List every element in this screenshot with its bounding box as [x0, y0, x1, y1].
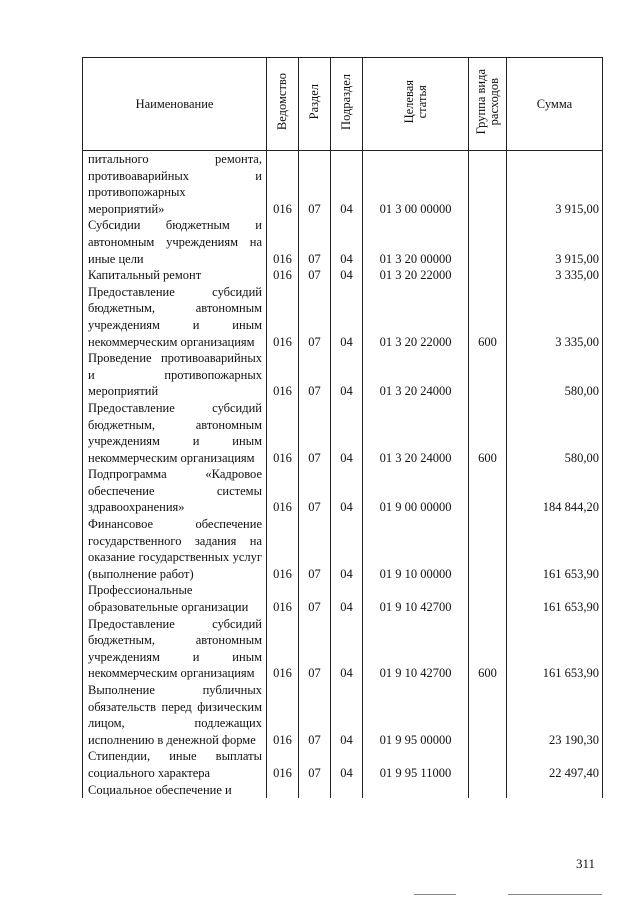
- header-celevaya-statya: Целевая статья: [363, 58, 469, 151]
- row-celevaya-statya: 01 9 10 42700: [363, 616, 469, 682]
- row-gruppa: [469, 151, 507, 218]
- table-row: [83, 350, 603, 400]
- row-razdel: 07: [299, 582, 331, 615]
- row-podrazdel: [331, 782, 363, 799]
- row-celevaya-statya: 01 9 10 42700: [363, 582, 469, 615]
- row-gruppa: 600: [469, 400, 507, 466]
- row-celevaya-statya: 01 3 20 00000: [363, 217, 469, 267]
- row-vedomstvo: 016: [267, 400, 299, 466]
- table-row: [83, 582, 603, 615]
- row-name: Предоставление субсидий бюджетным, автономным учреждениям и иным некоммерческим организациям: [83, 616, 267, 682]
- row-celevaya-statya: 01 3 20 22000: [363, 284, 469, 350]
- row-razdel: 07: [299, 516, 331, 582]
- row-podrazdel: 04: [331, 748, 363, 781]
- row-name: Проведение противоаварийных и противопожарных мероприятий: [83, 350, 267, 400]
- row-vedomstvo: [267, 782, 299, 799]
- row-razdel: 07: [299, 748, 331, 781]
- row-razdel: 07: [299, 151, 331, 218]
- row-gruppa: [469, 516, 507, 582]
- header-name: Наименование: [83, 58, 267, 151]
- row-celevaya-statya: 01 9 95 11000: [363, 748, 469, 781]
- row-vedomstvo: 016: [267, 284, 299, 350]
- row-razdel: 07: [299, 350, 331, 400]
- budget-table: [82, 57, 603, 798]
- row-podrazdel: 04: [331, 267, 363, 284]
- row-vedomstvo: 016: [267, 466, 299, 516]
- row-name: Подпрограмма «Кадровое обеспечение системы здравоохранения»: [83, 466, 267, 516]
- row-summa: 3 915,00: [507, 151, 603, 218]
- footer-rule: [414, 894, 456, 895]
- row-name: Профессиональные образовательные организации: [83, 582, 267, 615]
- row-podrazdel: 04: [331, 682, 363, 748]
- row-gruppa: [469, 267, 507, 284]
- row-vedomstvo: 016: [267, 217, 299, 267]
- row-podrazdel: 04: [331, 350, 363, 400]
- header-summa: Сумма: [507, 58, 603, 151]
- row-vedomstvo: 016: [267, 516, 299, 582]
- table-row: [83, 284, 603, 350]
- row-summa: 580,00: [507, 400, 603, 466]
- row-summa: 161 653,90: [507, 582, 603, 615]
- row-vedomstvo: 016: [267, 151, 299, 218]
- row-summa: 3 335,00: [507, 267, 603, 284]
- row-podrazdel: 04: [331, 466, 363, 516]
- row-podrazdel: 04: [331, 217, 363, 267]
- row-name: Капитальный ремонт: [83, 267, 267, 284]
- row-celevaya-statya: 01 9 95 00000: [363, 682, 469, 748]
- row-name: питального ремонта, противоаварийных и противопожарных мероприятий»: [83, 151, 267, 218]
- row-summa: 23 190,30: [507, 682, 603, 748]
- row-gruppa: [469, 217, 507, 267]
- row-gruppa: [469, 582, 507, 615]
- table-header: [83, 58, 603, 151]
- row-gruppa: [469, 748, 507, 781]
- row-celevaya-statya: 01 9 10 00000: [363, 516, 469, 582]
- row-summa: 3 915,00: [507, 217, 603, 267]
- table-row: [83, 616, 603, 682]
- row-name: Финансовое обеспечение государственного задания на оказание государственных услуг (выполнение работ): [83, 516, 267, 582]
- row-podrazdel: 04: [331, 151, 363, 218]
- row-summa: 161 653,90: [507, 616, 603, 682]
- row-razdel: 07: [299, 682, 331, 748]
- table-row: [83, 217, 603, 267]
- table-row: [83, 748, 603, 781]
- row-celevaya-statya: 01 9 00 00000: [363, 466, 469, 516]
- row-celevaya-statya: 01 3 00 00000: [363, 151, 469, 218]
- row-vedomstvo: 016: [267, 350, 299, 400]
- table-row: [83, 400, 603, 466]
- table-body: [83, 151, 603, 799]
- row-razdel: [299, 782, 331, 799]
- table-row: [83, 782, 603, 799]
- row-summa: 184 844,20: [507, 466, 603, 516]
- table-row: [83, 151, 603, 218]
- row-podrazdel: 04: [331, 616, 363, 682]
- row-podrazdel: 04: [331, 582, 363, 615]
- row-name: Предоставление субсидий бюджетным, автономным учреждениям и иным некоммерческим организациям: [83, 400, 267, 466]
- row-name: Выполнение публичных обязательств перед физическим лицом, подлежащих исполнению в денежной форме: [83, 682, 267, 748]
- row-summa: [507, 782, 603, 799]
- row-celevaya-statya: [363, 782, 469, 799]
- header-podrazdel: Подраздел: [331, 58, 363, 151]
- row-name: Социальное обеспечение и: [83, 782, 267, 799]
- header-gruppa-vida-rashodov: Группа вида расходов: [469, 58, 507, 151]
- row-summa: 161 653,90: [507, 516, 603, 582]
- table-row: [83, 682, 603, 748]
- table-row: [83, 267, 603, 284]
- row-podrazdel: 04: [331, 516, 363, 582]
- row-podrazdel: 04: [331, 400, 363, 466]
- row-gruppa: 600: [469, 616, 507, 682]
- row-podrazdel: 04: [331, 284, 363, 350]
- row-celevaya-statya: 01 3 20 22000: [363, 267, 469, 284]
- row-razdel: 07: [299, 400, 331, 466]
- row-razdel: 07: [299, 466, 331, 516]
- row-razdel: 07: [299, 616, 331, 682]
- row-name: Субсидии бюджетным и автономным учреждениям на иные цели: [83, 217, 267, 267]
- row-vedomstvo: 016: [267, 582, 299, 615]
- row-vedomstvo: 016: [267, 682, 299, 748]
- row-vedomstvo: 016: [267, 748, 299, 781]
- page-number: 311: [576, 856, 596, 871]
- row-celevaya-statya: 01 3 20 24000: [363, 350, 469, 400]
- row-summa: 580,00: [507, 350, 603, 400]
- footer-rule: [508, 894, 602, 895]
- row-summa: 22 497,40: [507, 748, 603, 781]
- table-row: [83, 516, 603, 582]
- row-gruppa: [469, 682, 507, 748]
- row-name: Предоставление субсидий бюджетным, автономным учреждениям и иным некоммерческим организациям: [83, 284, 267, 350]
- row-razdel: 07: [299, 267, 331, 284]
- row-gruppa: [469, 466, 507, 516]
- row-vedomstvo: 016: [267, 267, 299, 284]
- row-gruppa: [469, 782, 507, 799]
- header-vedomstvo: Ведомство: [267, 58, 299, 151]
- row-razdel: 07: [299, 217, 331, 267]
- row-vedomstvo: 016: [267, 616, 299, 682]
- row-gruppa: 600: [469, 284, 507, 350]
- row-gruppa: [469, 350, 507, 400]
- row-name: Стипендии, иные выплаты социального характера: [83, 748, 267, 781]
- header-razdel: Раздел: [299, 58, 331, 151]
- table-row: [83, 466, 603, 516]
- row-summa: 3 335,00: [507, 284, 603, 350]
- row-razdel: 07: [299, 284, 331, 350]
- row-celevaya-statya: 01 3 20 24000: [363, 400, 469, 466]
